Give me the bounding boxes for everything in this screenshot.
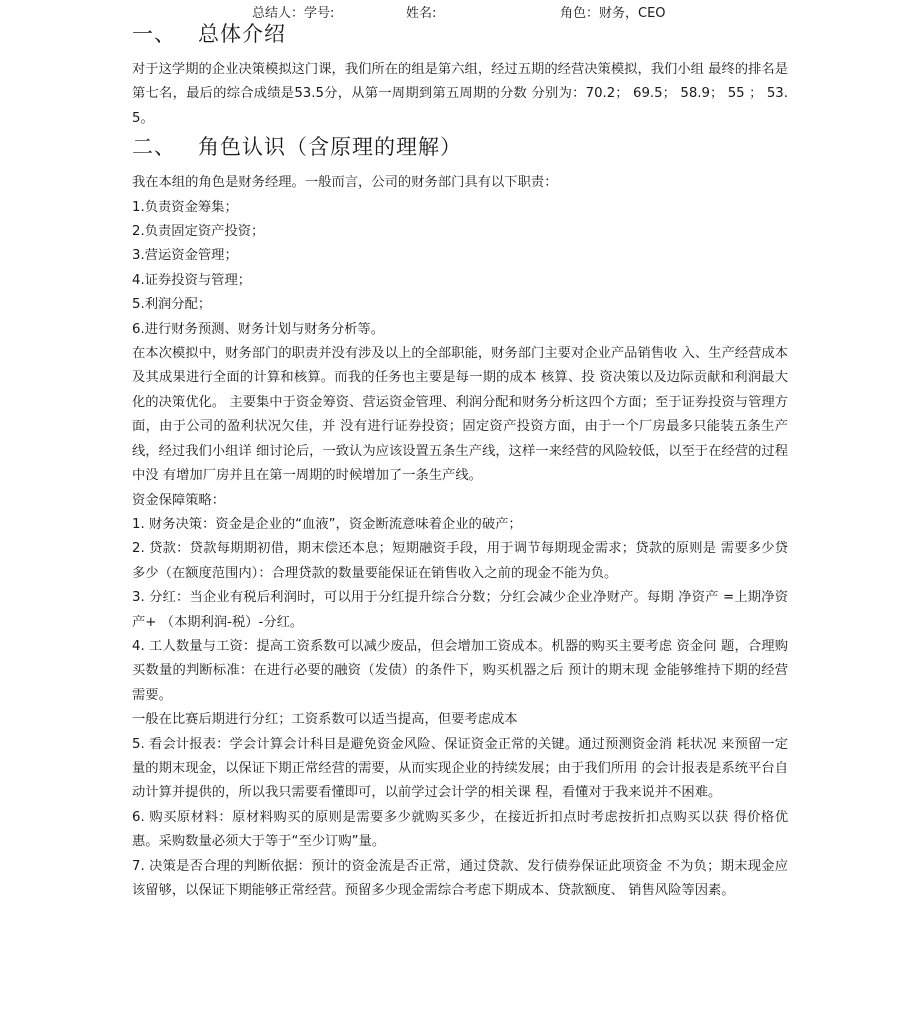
duty-item: 6.进行财务预测、财务计划与财务分析等。: [132, 321, 385, 337]
summarizer-label: 总结人：学号:: [252, 6, 335, 21]
duty-item: 1.负责资金筹集；: [132, 199, 238, 215]
name-label: 姓名:: [406, 6, 437, 21]
strategy-item: 5. 看会计报表：学会计算会计科目是避免资金风险、保证资金正常的关键。通过预测资金消 耗状况 来预留一定量的期末现金，以保证下期正常经营的需要，从而实现企业的持续发展；由于我们所用 的会计报表是系统平台自动计算并提供的，所以我只需要看懂即可，以前学过会计学的相关课 程，看懂对于我来说并不困难。: [132, 736, 788, 801]
strategy-title: 资金保障策略：: [132, 492, 226, 508]
document-body: [132, 18, 788, 903]
section-2-heading: [132, 131, 788, 163]
duty-item: 2.负责固定资产投资；: [132, 224, 265, 240]
strategy-item: 3. 分红：当企业有税后利润时，可以用于分红提升综合分数；分红会减少企业净财产。每期 净资产 =上期净资产+ （本期利润-税）-分红。: [132, 590, 788, 630]
section-2-title: 角色认识（含原理的理解）: [198, 135, 462, 160]
section-1-title: 总体介绍: [198, 22, 286, 46]
duty-item: 5.利润分配；: [132, 297, 212, 313]
section-2-number: 二、: [132, 135, 176, 160]
strategy-note: 一般在比赛后期进行分红；工资系数可以适当提高，但要考虑成本: [132, 712, 518, 728]
strategy-item: 6. 购买原材料：原材料购买的原则是需要多少就购买多少，在接近折扣点时考虑按折扣点购买以获 得价格优惠。采购数量必须大于等于“至少订购”量。: [132, 809, 788, 850]
section-1-heading: [132, 18, 788, 50]
strategy-item: 4. 工人数量与工资：提高工资系数可以减少废品，但会增加工资成本。机器的购买主要考虑 资金问 题，合理购买数量的判断标准：在进行必要的融资（发债）的条件下，购买机器之后 预计的期末现 金能够维持下期的经营需要。: [132, 638, 788, 703]
finance-role-body: 在本次模拟中，财务部门的职责并没有涉及以上的全部职能，财务部门主要对企业产品销售收 入、生产经营成本及其成果进行全面的计算和核算。而我的任务也主要是每一期的成本 核算、投 资决策以及边际贡献和利润最大化的决策优化。 主要集中于资金筹资、营运资金管理、利润分配和财务分析这四个方面；至于证券投资与管理方面，由于公司的盈利状况欠佳，并 没有进行证券投资；固定资产投资方面，由于一个厂房最多只能装五条生产线，经过我们小组详 细讨论后，一致认为应该设置五条生产线，这样一来经营的风险较低，以至于在经营的过程中没 有增加厂房并且在第一周期的时候增加了一条生产线。: [132, 346, 788, 484]
duty-item: 3.营运资金管理；: [132, 248, 238, 264]
strategy-item: 1. 财务决策：资金是企业的“血液”，资金断流意味着企业的破产；: [132, 516, 522, 532]
duty-item: 4.证券投资与管理；: [132, 272, 252, 288]
strategy-item: 2. 贷款：贷款每期期初借，期末偿还本息；短期融资手段，用于调节每期现金需求；贷款的原则是 需要多少贷多少（在额度范围内）：合理贷款的数量要能保证在销售收入之前的现金不能为负。: [132, 541, 788, 581]
section-1-paragraph: 对于这学期的企业决策模拟这门课，我们所在的组是第六组，经过五期的经营决策模拟，我们小组 最终的排名是第七名，最后的综合成绩是53.5分，从第一周期到第五周期的分数 分别为：70.2； 69.5； 58.9； 55 ； 53.5。: [132, 62, 788, 126]
section-1-number: 一、: [132, 22, 176, 46]
strategy-item: 7. 决策是否合理的判断依据：预计的资金流是否正常，通过贷款、发行债券保证此项资金 不为负；期末现金应该留够，以保证下期能够正常经营。预留多少现金需综合考虑下期成本、贷款额度、 销售风险等因素。: [132, 858, 788, 898]
role-intro: 我在本组的角色是财务经理。一般而言，公司的财务部门具有以下职责：: [132, 175, 558, 191]
role-label: 角色：财务，CEO: [560, 6, 666, 21]
